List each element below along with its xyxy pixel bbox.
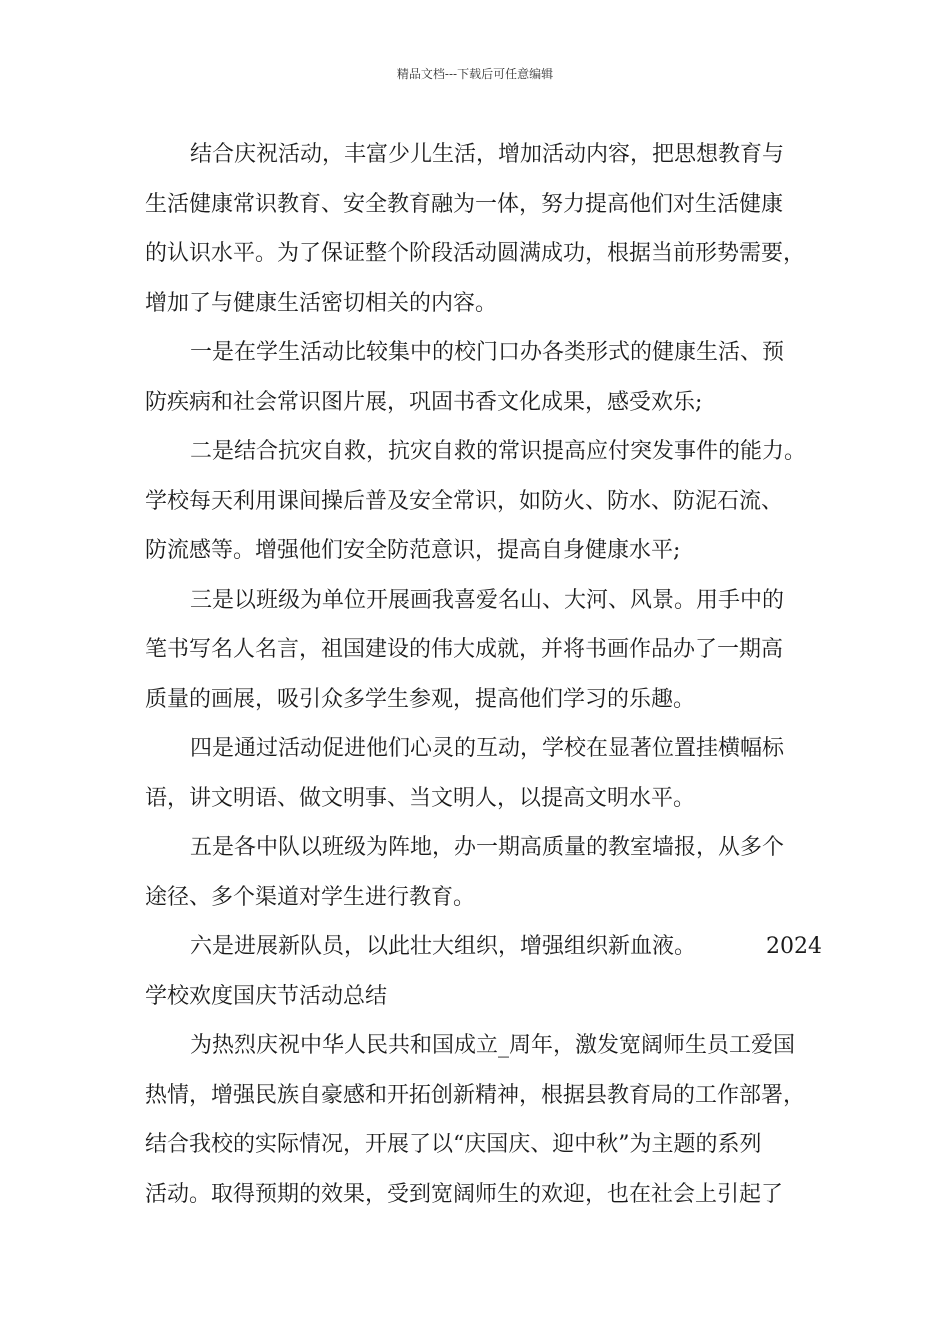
text-line (145, 972, 825, 1022)
text-line (145, 774, 825, 824)
text-line (145, 427, 825, 477)
text-line-tail: 2024 (766, 934, 823, 959)
text-line-content: 五是各中队以班级为阵地，办一期高质量的教室墙报，从多个 (190, 835, 785, 860)
text-line-content: 增加了与健康生活密切相关的内容。 (145, 290, 498, 316)
document-body (145, 130, 825, 1219)
text-line (145, 180, 825, 230)
text-line-content: 热情，增强民族自豪感和开拓创新精神，根据县教育局的工作部署， (145, 1082, 806, 1108)
text-line (145, 378, 825, 428)
text-line (145, 724, 825, 774)
text-line (145, 873, 825, 923)
text-line (145, 675, 825, 725)
text-line (145, 130, 825, 180)
text-line (145, 279, 825, 329)
text-line (145, 1120, 825, 1170)
text-line (145, 1170, 825, 1220)
text-line-content: 防流感等。增强他们安全防范意识，提高自身健康水平; (145, 538, 681, 563)
text-line-content: 二是结合抗灾自救，抗灾自救的常识提高应付突发事件的能力。 (190, 439, 807, 464)
text-line (145, 477, 825, 527)
text-line (145, 625, 825, 675)
text-line-content: 语，讲文明语、做文明事、当文明人，以提高文明水平。 (145, 785, 696, 811)
text-line-content: 生活健康常识教育、安全教育融为一体，努力提高他们对生活健康 (145, 191, 784, 217)
text-line (145, 1071, 825, 1121)
text-line-content: 一是在学生活动比较集中的校门口办各类形式的健康生活、预 (190, 340, 785, 365)
text-line-content: 为热烈庆祝中华人民共和国成立_周年，激发宽阔师生员工爱国 (190, 1033, 796, 1058)
text-line-content: 四是通过活动促进他们心灵的互动，学校在显著位置挂横幅标 (190, 736, 785, 761)
text-line-content: 学校每天利用课间操后普及安全常识，如防火、防水、防泥石流、 (145, 488, 784, 514)
text-line (145, 1021, 825, 1071)
text-line-content: 结合我校的实际情况，开展了以“庆国庆、迎中秋”为主题的系列 (145, 1132, 762, 1157)
text-line (145, 526, 825, 576)
text-line-content: 的认识水平。为了保证整个阶段活动圆满成功，根据当前形势需要， (145, 241, 806, 266)
text-line-content: 笔书写名人名言，祖国建设的伟大成就，并将书画作品办了一期高 (145, 637, 784, 662)
page-header: 精品文档---下载后可任意编辑 (396, 67, 554, 81)
text-line-content: 质量的画展，吸引众多学生参观，提高他们学习的乐趣。 (145, 686, 696, 712)
text-line-content: 途径、多个渠道对学生进行教育。 (145, 884, 476, 910)
text-line-content: 活动。取得预期的效果，受到宽阔师生的欢迎，也在社会上引起了 (145, 1181, 784, 1207)
text-line-content: 学校欢度国庆节活动总结 (145, 983, 388, 1009)
text-line-content: 结合庆祝活动，丰富少儿生活，增加活动内容，把思想教育与 (190, 142, 785, 167)
text-line-content: 六是进展新队员，以此壮大组织，增强组织新血液。 (190, 934, 697, 959)
text-line (145, 922, 825, 972)
text-line (145, 328, 825, 378)
text-line-content: 三是以班级为单位开展画我喜爱名山、大河、风景。用手中的 (190, 587, 785, 613)
text-line (145, 823, 825, 873)
text-line (145, 576, 825, 626)
text-line (145, 229, 825, 279)
text-line-content: 防疾病和社会常识图片展，巩固书香文化成果，感受欢乐; (145, 389, 703, 415)
